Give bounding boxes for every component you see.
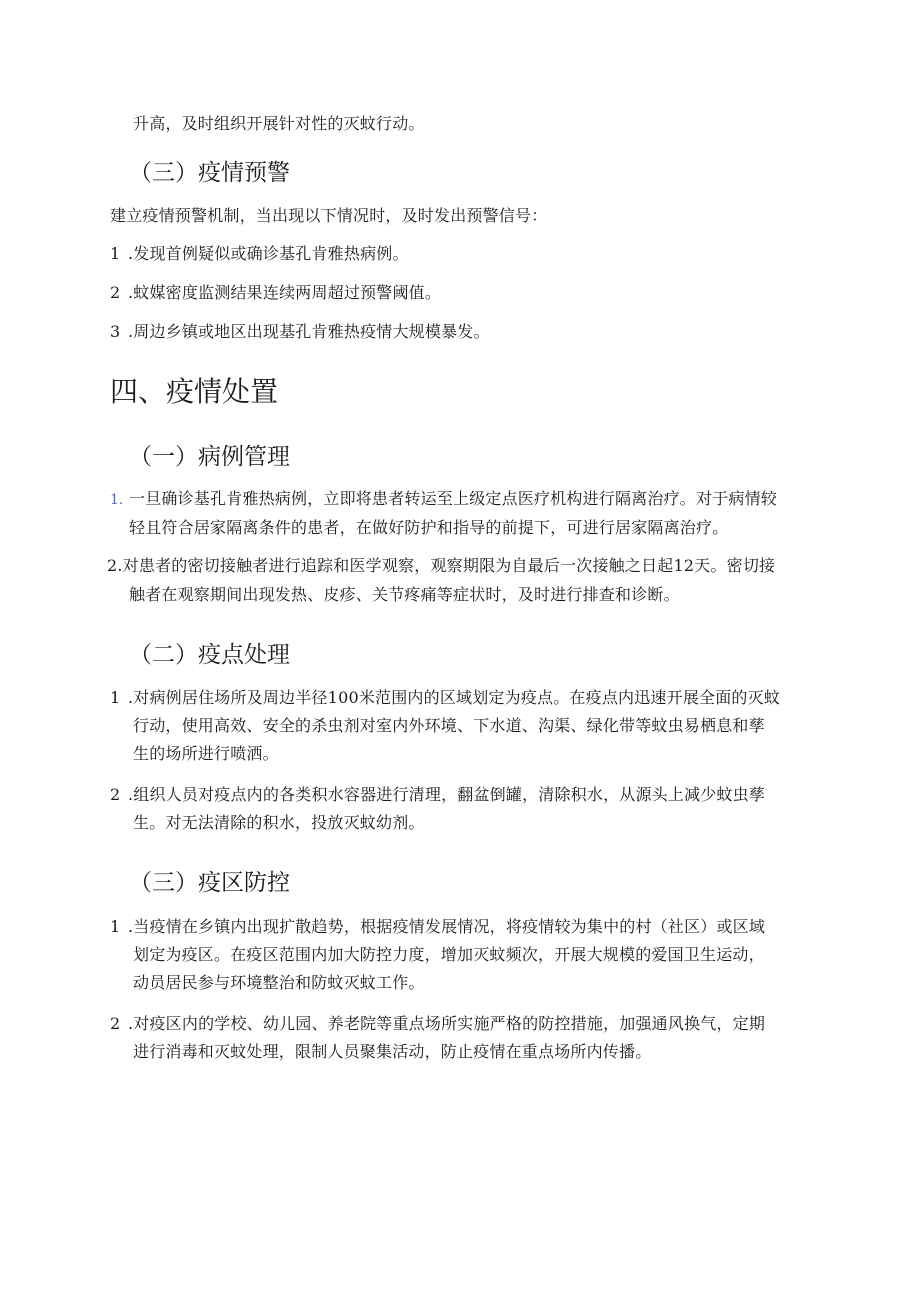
heading-outbreak-area: （三）疫区防控 bbox=[129, 870, 290, 896]
list-number: 2 bbox=[110, 1014, 121, 1033]
list-number: 1 bbox=[110, 244, 121, 263]
list-item: .周边乡镇或地区出现基孔肯雅热疫情大规模暴发。 bbox=[128, 322, 490, 341]
list-number: 1 bbox=[110, 688, 121, 707]
list-item-line: .当疫情在乡镇内出现扩散趋势，根据疫情发展情况，将疫情较为集中的村（社区）或区域 bbox=[128, 917, 766, 936]
heading-case-management: （一）病例管理 bbox=[129, 444, 290, 470]
list-item-line: 行动，使用高效、安全的杀虫剂对室内外环境、下水道、沟渠、绿化带等蚊虫易栖息和孳 bbox=[133, 716, 765, 735]
list-number: 1 bbox=[110, 917, 121, 936]
list-item-line: 进行消毒和灭蚊处理，限制人员聚集活动，防止疫情在重点场所内传播。 bbox=[133, 1042, 652, 1061]
list-item-line: .对疫区内的学校、幼儿园、养老院等重点场所实施严格的防控措施，加强通风换气，定期 bbox=[128, 1014, 766, 1033]
list-item-line: 一旦确诊基孔肯雅热病例，立即将患者转运至上级定点医疗机构进行隔离治疗。对于病情较 bbox=[129, 489, 778, 508]
list-item-line: 生的场所进行喷洒。 bbox=[133, 744, 279, 763]
list-item-line: .对病例居住场所及周边半径100米范围内的区域划定为疫点。在疫点内迅速开展全面的灭蚊 bbox=[128, 688, 781, 707]
heading-epidemic-warning: （三）疫情预警 bbox=[129, 160, 290, 186]
paragraph-continuation: 升高，及时组织开展针对性的灭蚊行动。 bbox=[133, 114, 425, 133]
list-item-line: 轻且符合居家隔离条件的患者，在做好防护和指导的前提下，可进行居家隔离治疗。 bbox=[129, 518, 729, 537]
list-item-line: 动员居民参与环境整治和防蚊灭蚊工作。 bbox=[133, 973, 425, 992]
list-item-line: 2.对患者的密切接触者进行追踪和医学观察，观察期限为自最后一次接触之日起12天。密切接 bbox=[107, 556, 776, 575]
list-number: 2 bbox=[110, 785, 121, 804]
heading-epidemic-response: 四、疫情处置 bbox=[110, 375, 279, 408]
list-number: 3 bbox=[110, 322, 121, 341]
warning-intro: 建立疫情预警机制，当出现以下情况时，及时发出预警信号： bbox=[110, 206, 548, 225]
list-item-line: 触者在观察期间出现发热、皮疹、关节疼痛等症状时，及时进行排查和诊断。 bbox=[129, 585, 680, 604]
list-item-line: 生。对无法清除的积水，投放灭蚊幼剂。 bbox=[133, 813, 425, 832]
list-item-line: 划定为疫区。在疫区范围内加大防控力度，增加灭蚊频次，开展大规模的爱国卫生运动， bbox=[133, 945, 765, 964]
list-item: .发现首例疑似或确诊基孔肯雅热病例。 bbox=[128, 244, 409, 263]
list-item-line: .组织人员对疫点内的各类积水容器进行清理，翻盆倒罐，清除积水，从源头上减少蚊虫孳 bbox=[128, 785, 766, 804]
list-item: .蚊媒密度监测结果连续两周超过预警阈值。 bbox=[128, 283, 442, 302]
list-number: 1. bbox=[110, 492, 124, 508]
list-number: 2 bbox=[110, 283, 121, 302]
heading-outbreak-point: （二）疫点处理 bbox=[129, 642, 290, 668]
